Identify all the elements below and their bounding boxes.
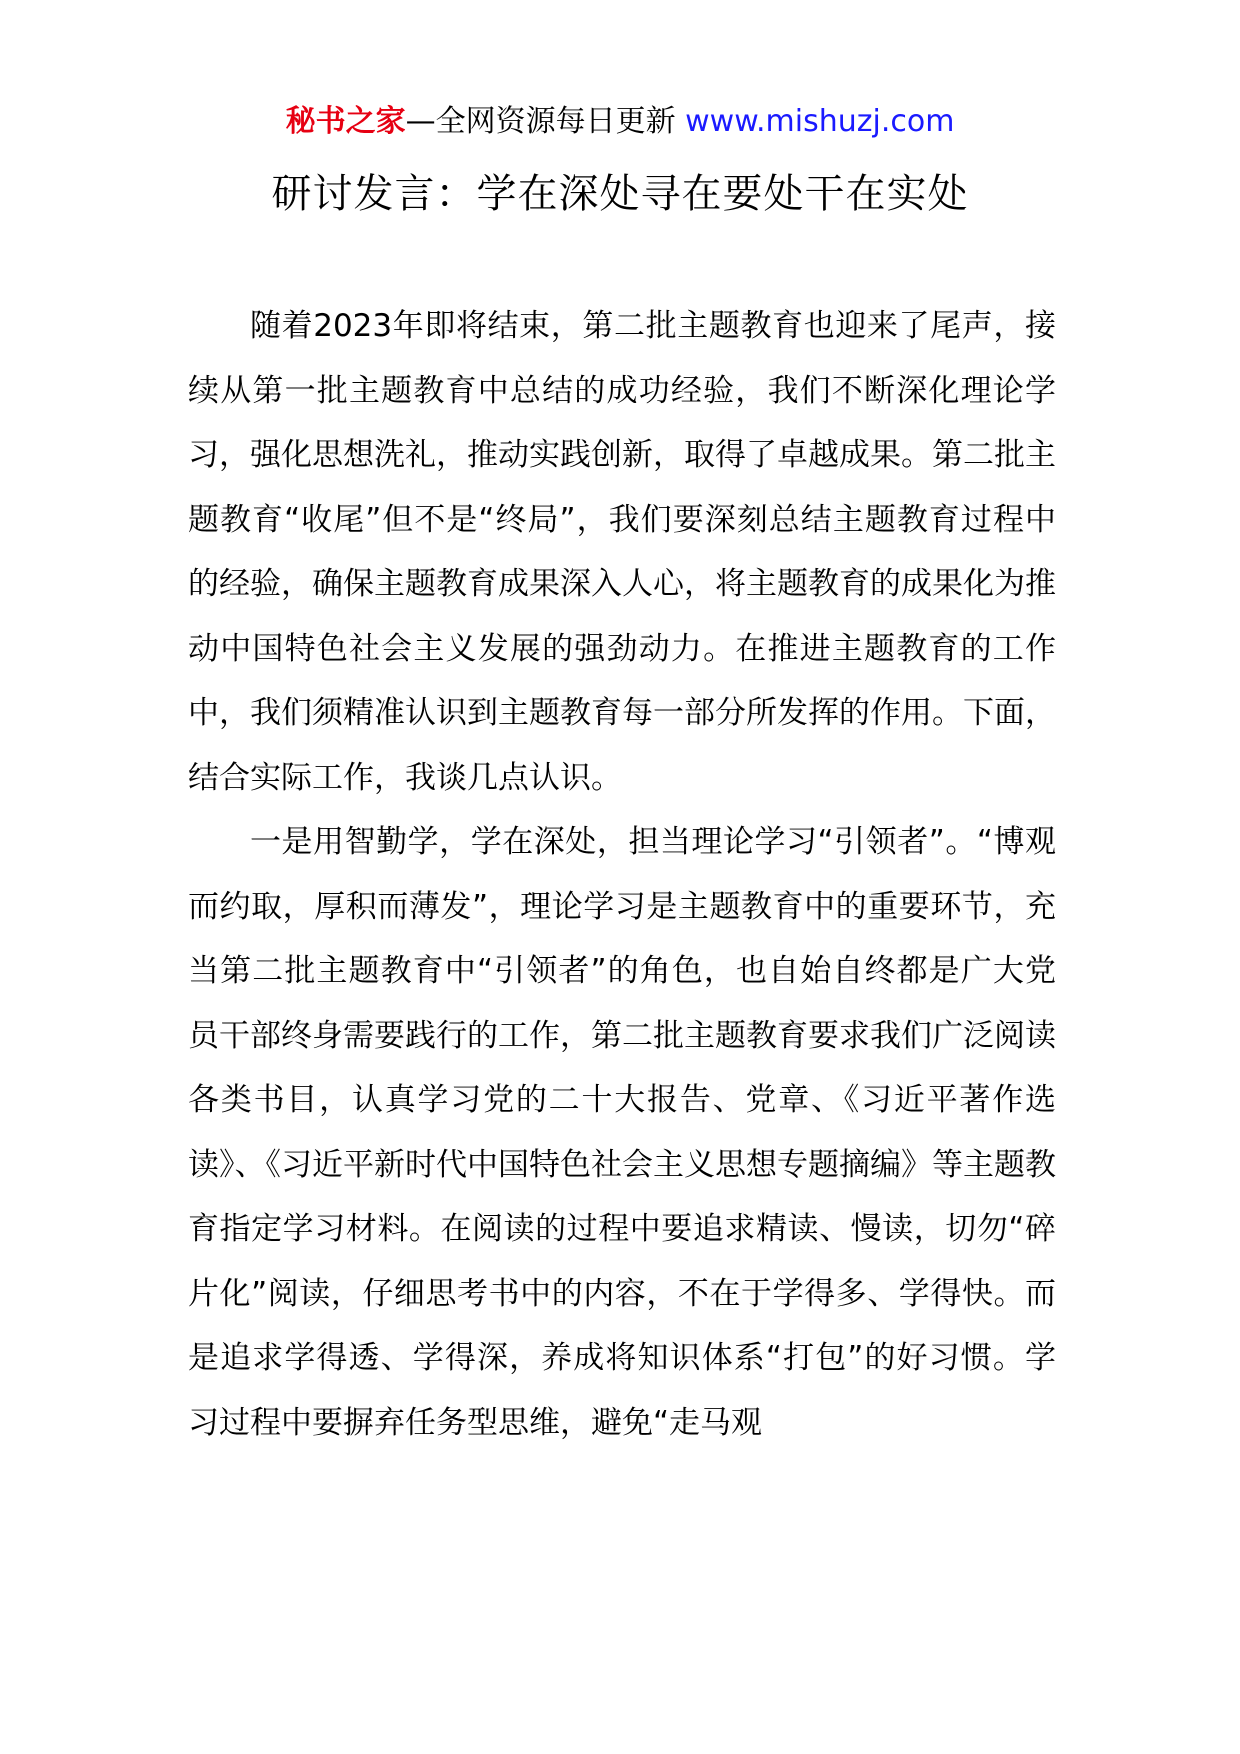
site-brand: 秘书之家 [285,104,406,139]
document-title: 研讨发言：学在深处寻在要处干在实处 [271,171,969,217]
site-header [0,102,1240,142]
site-tagline: —全网资源每日更新 [405,104,686,139]
document-body [188,294,1056,1594]
paragraph-point-one: 一是用智勤学，学在深处，担当理论学习“引领者”。“博观而约取，厚积而薄发”，理论学习是主题教育中的重要环节，充当第二批主题教育中“引领者”的角色，也自始自终都是广大党员干部终身需要践行的工作，第二批主题教育要求我们广泛阅读各类书目，认真学习党的二十大报告、党章、《习近平著作选读》、《习近平新时代中国特色社会主义思想专题摘编》等主题教育指定学习材料。在阅读的过程中要追求精读、慢读，切勿“碎片化”阅读，仔细思考书中的内容，不在于学得多、学得快。而是追求学得透、学得深，养成将知识体系“打包”的好习惯。学习过程中要摒弃任务型思维，避免“走马观 [188,824,1056,1441]
paragraph-intro: 随着2023年即将结束，第二批主题教育也迎来了尾声，接续从第一批主题教育中总结的成功经验，我们不断深化理论学习，强化思想洗礼，推动实践创新，取得了卓越成果。第二批主题教育“收尾”但不是“终局”，我们要深刻总结主题教育过程中的经验，确保主题教育成果深入人心，将主题教育的成果化为推动中国特色社会主义发展的强劲动力。在推进主题教育的工作中，我们须精准认识到主题教育每一部分所发挥的作用。下面，结合实际工作，我谈几点认识。 [188,308,1056,796]
site-url-link[interactable]: www.mishuzj.com [685,104,955,139]
